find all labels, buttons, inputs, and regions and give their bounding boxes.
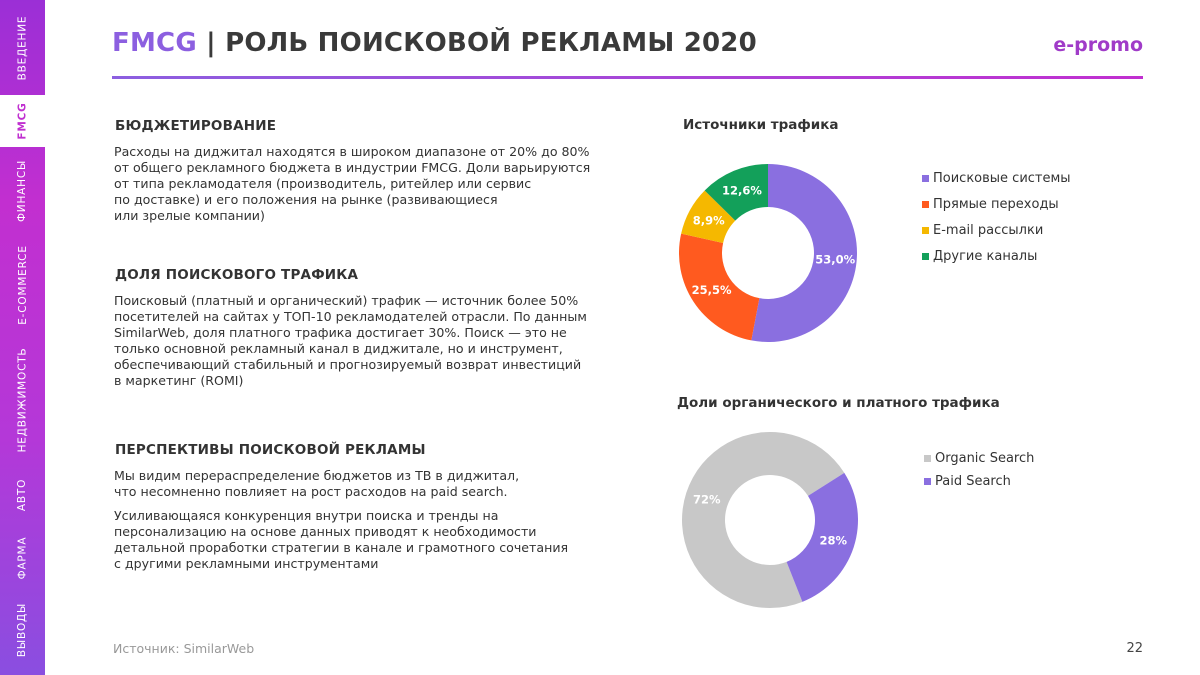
legend-item bbox=[922, 217, 1071, 243]
title-text: РОЛЬ ПОИСКОВОЙ РЕКЛАМЫ 2020 bbox=[225, 28, 757, 58]
source-note: Источник: SimilarWeb bbox=[113, 641, 255, 656]
nav-item-ecommerce[interactable] bbox=[0, 235, 45, 335]
page-number: 22 bbox=[1126, 641, 1143, 656]
donut-value-label: 8,9% bbox=[692, 213, 725, 228]
legend-item bbox=[922, 191, 1071, 217]
donut-value-label: 12,6% bbox=[722, 183, 762, 198]
legend-swatch bbox=[922, 253, 929, 260]
legend-label: Organic Search bbox=[935, 451, 1035, 466]
brand-logo: e-promo bbox=[1053, 34, 1143, 56]
nav-item-fmcg[interactable] bbox=[0, 95, 45, 147]
donut-value-label: 72% bbox=[692, 492, 721, 507]
legend-label: Поисковые системы bbox=[933, 170, 1071, 186]
chart1-title: Источники трафика bbox=[683, 117, 839, 133]
legend-label: Прямые переходы bbox=[933, 196, 1059, 212]
nav-item-intro[interactable] bbox=[0, 0, 45, 95]
legend-item bbox=[924, 470, 1034, 493]
legend-swatch bbox=[924, 455, 931, 462]
section-text-perspectives-2: Усиливающаяся конкуренция внутри поиска и тренды на персонализацию на основе данных приводят к необходимости детальной проработки стратегии в канале и грамотного сочетания с другими рекламными инструментами bbox=[114, 508, 569, 571]
legend-swatch bbox=[924, 478, 931, 485]
nav-label: E-COMMERCE bbox=[16, 245, 29, 325]
legend-swatch bbox=[922, 201, 929, 208]
nav-label: ФИНАНСЫ bbox=[16, 159, 29, 223]
chart2-title: Доли органического и платного трафика bbox=[677, 395, 1000, 411]
nav-item-finance[interactable] bbox=[0, 147, 45, 235]
legend-item bbox=[924, 447, 1034, 470]
chart2-legend bbox=[924, 447, 1034, 493]
nav-label: ВЫВОДЫ bbox=[16, 602, 29, 658]
section-text-budgeting: Расходы на диджитал находятся в широком диапазоне от 20% до 80% от общего рекламного бюджета в индустрии FMCG. Доли варьируются от типа рекламодателя (производитель, ритейлер или сервис по доставке) и его положения на рынке (развивающиеся или зрелые компании) bbox=[114, 144, 591, 223]
title-accent: FMCG bbox=[112, 28, 197, 58]
nav-item-pharma[interactable] bbox=[0, 525, 45, 590]
legend-label: E-mail рассылки bbox=[933, 222, 1044, 238]
section-heading-perspectives: ПЕРСПЕКТИВЫ ПОИСКОВОЙ РЕКЛАМЫ bbox=[115, 442, 426, 458]
nav-label: НЕДВИЖИМОСТЬ bbox=[16, 347, 29, 453]
nav-item-conclusions[interactable] bbox=[0, 590, 45, 670]
legend-swatch bbox=[922, 175, 929, 182]
section-text-search-share: Поисковый (платный и органический) трафик — источник более 50% посетителей на сайтах у ТОП-10 рекламодателей отрасли. По данным SimilarWeb, доля платного трафика достигает 30%. Поиск — это не только основной рекламный канал в диджитале, но и инструмент, обеспечивающий стабильный и прогнозируемый возврат инвестиций в маркетинг (ROMI) bbox=[114, 293, 587, 388]
legend-label: Paid Search bbox=[935, 474, 1011, 489]
chart1-legend bbox=[922, 165, 1071, 269]
sidebar-nav bbox=[0, 0, 45, 675]
traffic-sources-donut bbox=[678, 163, 858, 343]
donut-value-label: 28% bbox=[819, 533, 848, 548]
nav-label: FMCG bbox=[16, 102, 29, 140]
nav-item-real-estate[interactable] bbox=[0, 335, 45, 465]
legend-swatch bbox=[922, 227, 929, 234]
donut-value-label: 25,5% bbox=[691, 283, 732, 298]
legend-item bbox=[922, 165, 1071, 191]
title-separator: | bbox=[196, 28, 226, 58]
organic-paid-donut bbox=[682, 432, 858, 608]
donut-value-label: 53,0% bbox=[815, 252, 856, 267]
nav-label: ФАРМА bbox=[16, 536, 29, 579]
nav-label: ВВЕДЕНИЕ bbox=[16, 15, 29, 80]
page-title bbox=[112, 28, 757, 58]
section-heading-budgeting: БЮДЖЕТИРОВАНИЕ bbox=[115, 118, 277, 134]
legend-item bbox=[922, 243, 1071, 269]
nav-item-auto[interactable] bbox=[0, 465, 45, 525]
nav-label: АВТО bbox=[16, 478, 29, 512]
section-heading-search-share: ДОЛЯ ПОИСКОВОГО ТРАФИКА bbox=[115, 267, 359, 283]
legend-label: Другие каналы bbox=[933, 248, 1038, 264]
section-text-perspectives-1: Мы видим перераспределение бюджетов из ТВ в диджитал, что несомненно повлияет на рост расходов на paid search. bbox=[114, 468, 520, 499]
header-divider bbox=[112, 76, 1143, 79]
